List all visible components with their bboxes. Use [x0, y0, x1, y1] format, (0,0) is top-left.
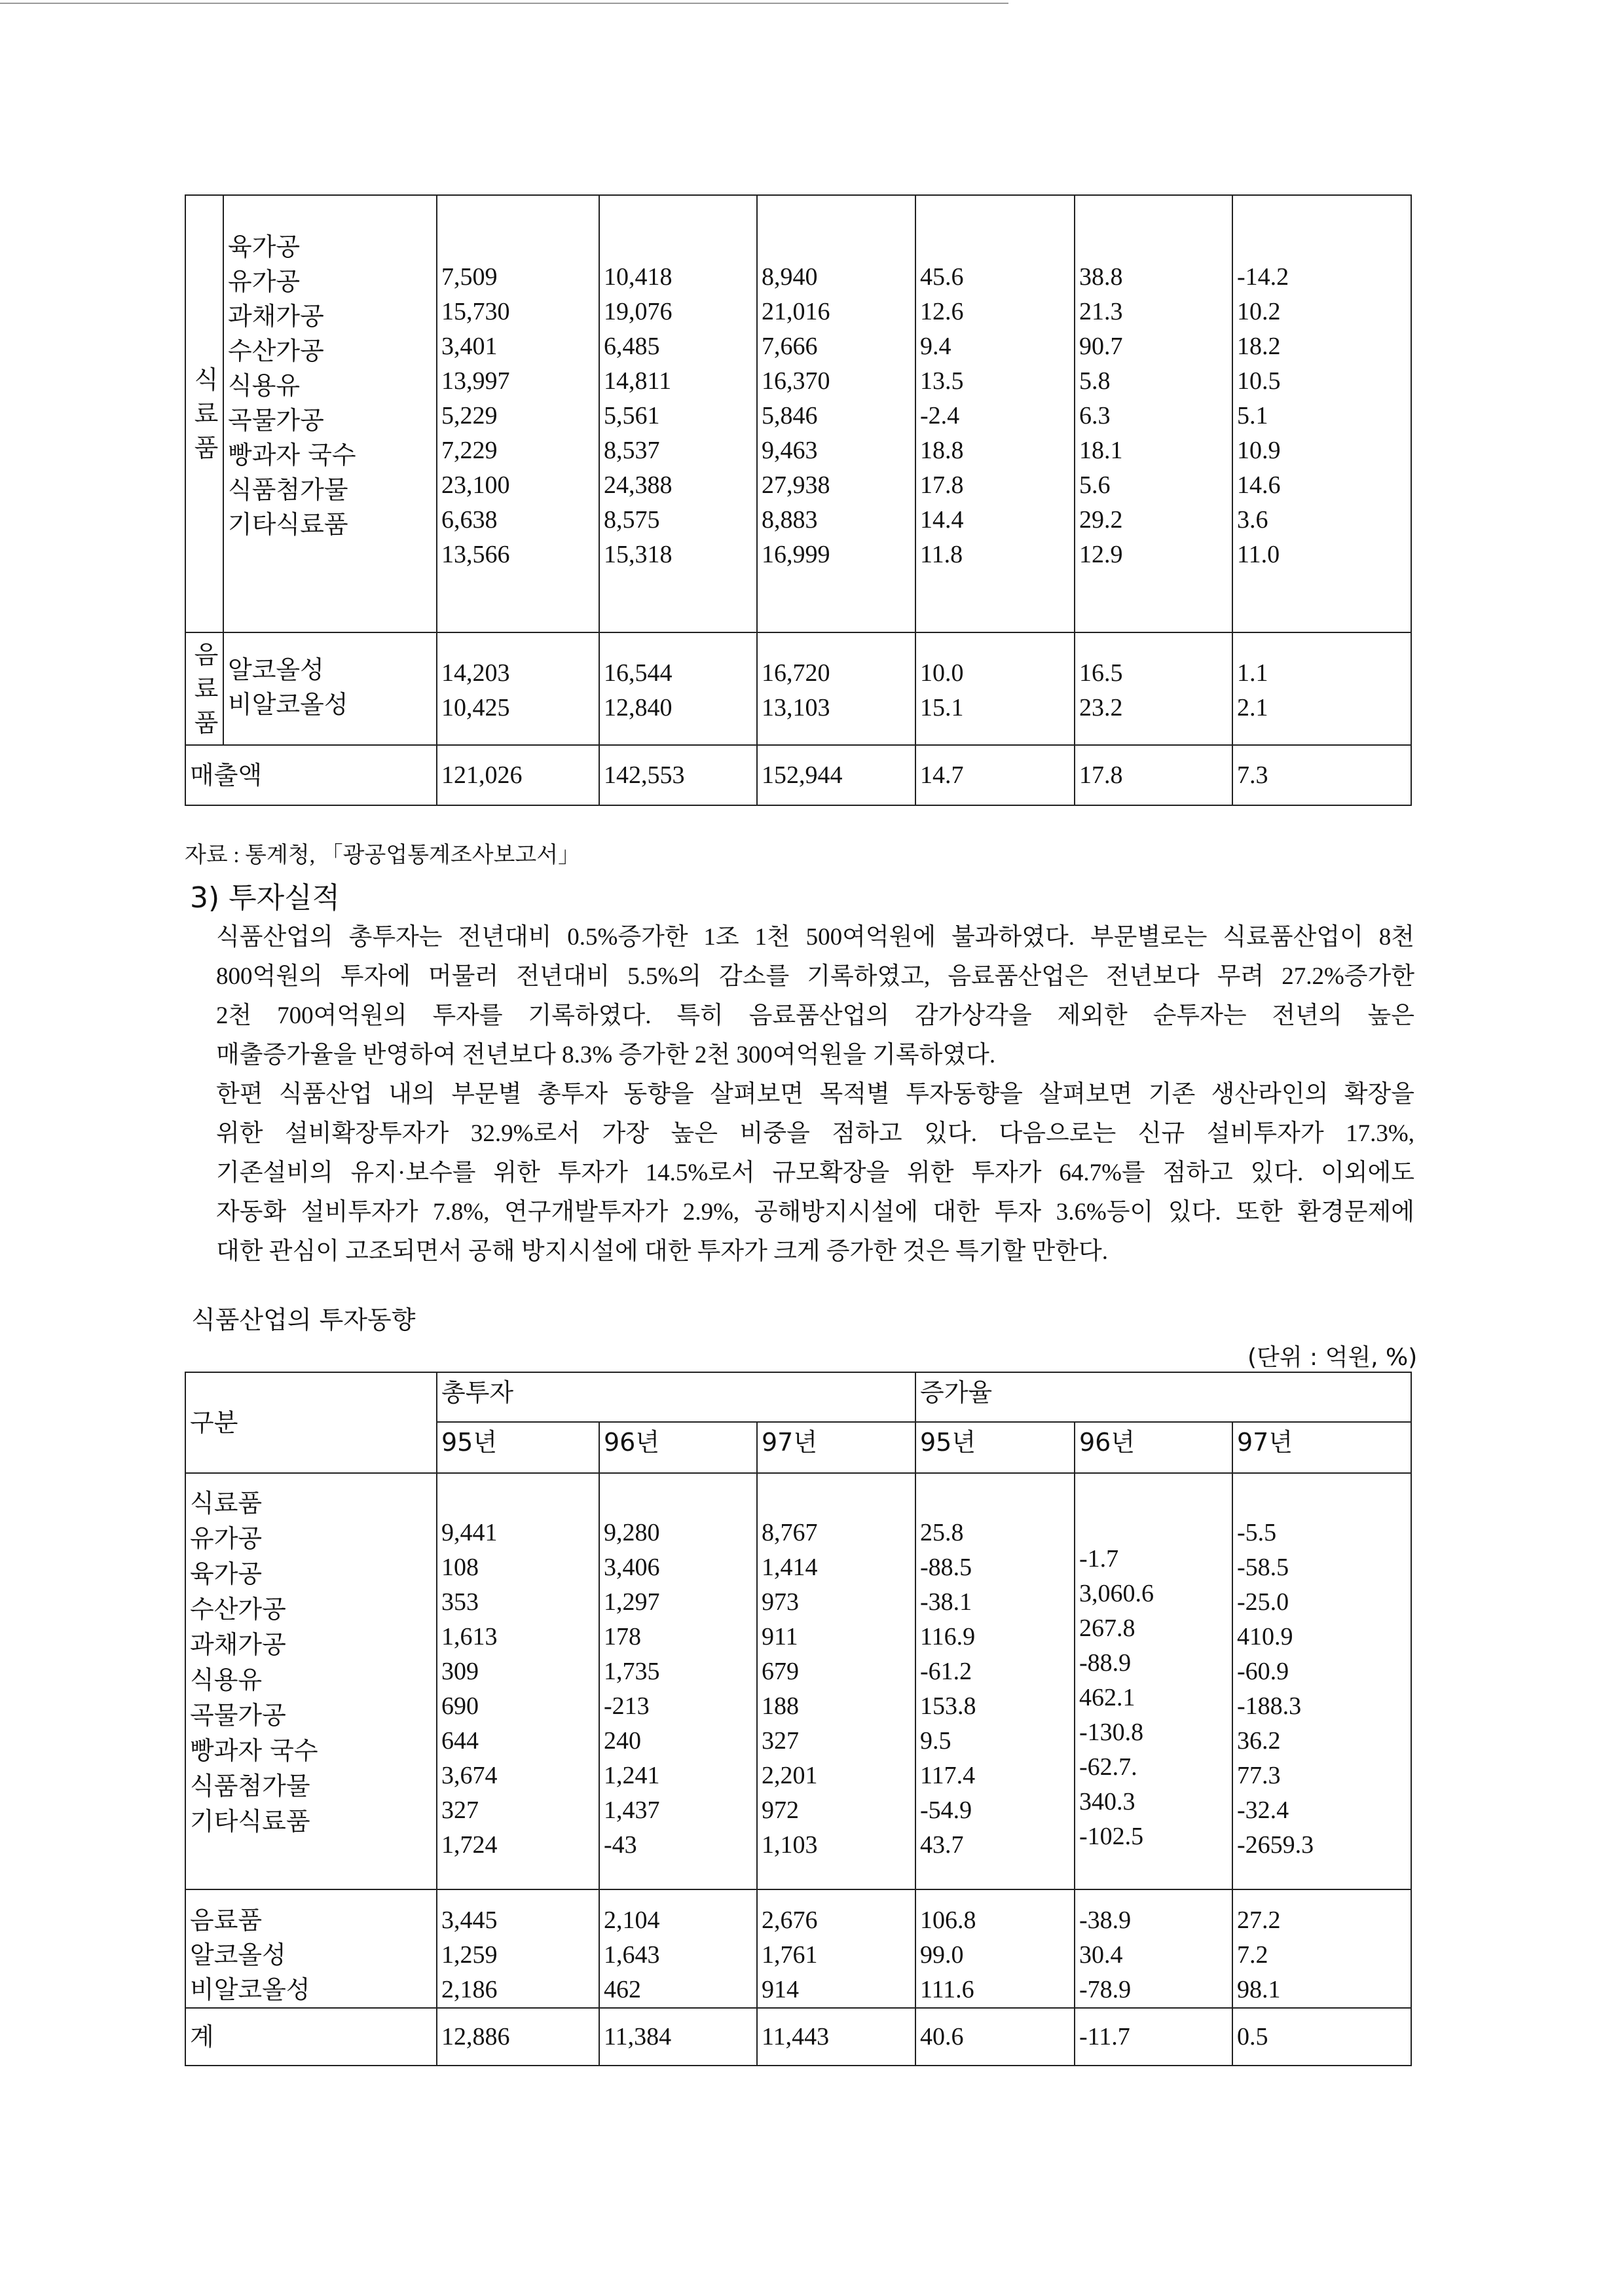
food-investment-labels: 식료품 유가공 육가공 수산가공 과채가공 식용유 곡물가공 빵과자 국수 식품첨가물 기타식료품 [185, 1473, 437, 1889]
group-total-investment: 총투자 [437, 1372, 915, 1422]
total-value-3: 152,944 [757, 745, 915, 805]
total-value-4: 14.7 [915, 745, 1075, 805]
paragraph-2-line: 기존설비의 유지·보수를 위한 투자가 14.5%로서 규모확장을 위한 투자가 64.7%를 점하고 있다. 이외에도 [216, 1159, 1414, 1186]
investment-total-1: 12,886 [437, 2008, 599, 2066]
total-label: 매출액 [185, 745, 437, 805]
source-note: 자료 : 통계청, 「광공업통계조사보고서」 [185, 843, 581, 867]
beverage-investment-row [185, 1889, 1411, 2008]
beverage-group-label: 음 료 품 [185, 632, 223, 745]
inv-col-6: -5.5 -58.5 -25.0 410.9 -60.9 -188.3 36.2 77.3 -32.4 -2659.3 [1232, 1473, 1411, 1889]
total-value-5: 17.8 [1075, 745, 1232, 805]
beverage-investment-labels: 음료품 알코올성 비알코올성 [185, 1889, 437, 2008]
inv-col-3: 8,767 1,414 973 911 679 188 327 2,201 972 1,103 [757, 1473, 915, 1889]
year-header: 97년 [1232, 1422, 1411, 1473]
paragraph-2-line: 대한 관심이 고조되면서 공해 방지시설에 대한 투자가 크게 증가한 것은 특기할 만한다. [216, 1238, 1108, 1265]
inv-col-2: 9,280 3,406 1,297 178 1,735 -213 240 1,241 1,437 -43 [599, 1473, 757, 1889]
investment-total-5: -11.7 [1075, 2008, 1232, 2066]
food-col-6: -14.2 10.2 18.2 10.5 5.1 10.9 14.6 3.6 11.0 [1232, 195, 1411, 632]
beverage-item-labels: 알코올성 비알코올성 [223, 632, 437, 745]
paragraph-1 [216, 918, 1414, 1075]
beverage-row [185, 632, 1411, 745]
inv-col-4: 25.8 -88.5 -38.1 116.9 -61.2 153.8 9.5 117.4 -54.9 43.7 [915, 1473, 1075, 1889]
bev-col-5: 16.5 23.2 [1075, 632, 1232, 745]
food-col-5: 38.8 21.3 90.7 5.8 6.3 18.1 5.6 29.2 12.9 [1075, 195, 1232, 632]
year-header: 97년 [757, 1422, 915, 1473]
total-value-2: 142,553 [599, 745, 757, 805]
inv-col-5: -1.7 3,060.6 267.8 -88.9 462.1 -130.8 -62.7. 340.3 -102.5 [1075, 1473, 1232, 1889]
year-header: 95년 [437, 1422, 599, 1473]
paragraph-2-line: 한편 식품산업 내의 부문별 총투자 동향을 살펴보면 목적별 투자동향을 살펴보면 기존 생산라인의 확장을 [216, 1081, 1414, 1108]
investment-total-4: 40.6 [915, 2008, 1075, 2066]
total-value-1: 121,026 [437, 745, 599, 805]
bev-inv-col-1: 3,445 1,259 2,186 [437, 1889, 599, 2008]
group-growth-rate: 증가율 [915, 1372, 1411, 1422]
year-header: 96년 [1075, 1422, 1232, 1473]
paragraph-2-line: 위한 설비확장투자가 32.9%로서 가장 높은 비중을 점하고 있다. 다음으로는 신규 설비투자가 17.3%, [216, 1120, 1414, 1147]
investment-total-label: 계 [185, 2008, 437, 2066]
col-label-category: 구분 [185, 1372, 437, 1473]
bev-inv-col-5: -38.9 30.4 -78.9 [1075, 1889, 1232, 2008]
bev-col-3: 16,720 13,103 [757, 632, 915, 745]
table2-caption: 식품산업의 투자동향 [191, 1305, 416, 1334]
paragraph-1-line: 2천 700여억원의 투자를 기록하였다. 특히 음료품산업의 감가상각을 제외한 순투자는 전년의 높은 [216, 1002, 1414, 1029]
bev-col-2: 16,544 12,840 [599, 632, 757, 745]
investment-total-3: 11,443 [757, 2008, 915, 2066]
bev-inv-col-3: 2,676 1,761 914 [757, 1889, 915, 2008]
table2-unit: (단위 : 억원, %) [1247, 1344, 1418, 1371]
food-col-3: 8,940 21,016 7,666 16,370 5,846 9,463 27,938 8,883 16,999 [757, 195, 915, 632]
food-row [185, 195, 1411, 632]
inv-col-1: 9,441 108 353 1,613 309 690 644 3,674 327 1,724 [437, 1473, 599, 1889]
total-value-6: 7.3 [1232, 745, 1411, 805]
food-item-labels: 육가공 유가공 과채가공 수산가공 식용유 곡물가공 빵과자 국수 식품첨가물 기타식료품 [223, 195, 437, 632]
food-investment-row [185, 1473, 1411, 1889]
paragraph-2 [216, 1075, 1414, 1271]
header-row-1 [185, 1372, 1411, 1422]
paragraph-1-line: 식품산업의 총투자는 전년대비 0.5%증가한 1조 1천 500여억원에 불과하였다. 부문별로는 식료품산업이 8천 [216, 924, 1414, 951]
investment-total-row [185, 2008, 1411, 2066]
bev-col-1: 14,203 10,425 [437, 632, 599, 745]
investment-table [185, 1372, 1412, 2066]
year-header: 96년 [599, 1422, 757, 1473]
bev-col-6: 1.1 2.1 [1232, 632, 1411, 745]
section-heading: 3) 투자실적 [190, 881, 341, 915]
paragraph-1-line: 800억원의 투자에 머물러 전년대비 5.5%의 감소를 기록하였고, 음료품산업은 전년보다 무려 27.2%증가한 [216, 963, 1414, 990]
investment-total-6: 0.5 [1232, 2008, 1411, 2066]
year-header: 95년 [915, 1422, 1075, 1473]
food-col-2: 10,418 19,076 6,485 14,811 5,561 8,537 24,388 8,575 15,318 [599, 195, 757, 632]
food-col-1: 7,509 15,730 3,401 13,997 5,229 7,229 23,100 6,638 13,566 [437, 195, 599, 632]
total-row [185, 745, 1411, 805]
sales-table [185, 194, 1412, 806]
paragraph-2-line: 자동화 설비투자가 7.8%, 연구개발투자가 2.9%, 공해방지시설에 대한 투자 3.6%등이 있다. 또한 환경문제에 [216, 1199, 1414, 1226]
investment-total-2: 11,384 [599, 2008, 757, 2066]
bev-inv-col-2: 2,104 1,643 462 [599, 1889, 757, 2008]
bev-col-4: 10.0 15.1 [915, 632, 1075, 745]
paragraph-1-line: 매출증가율을 반영하여 전년보다 8.3% 증가한 2천 300여억원을 기록하였다. [216, 1042, 996, 1068]
food-col-4: 45.6 12.6 9.4 13.5 -2.4 18.8 17.8 14.4 11.8 [915, 195, 1075, 632]
bev-inv-col-6: 27.2 7.2 98.1 [1232, 1889, 1411, 2008]
bev-inv-col-4: 106.8 99.0 111.6 [915, 1889, 1075, 2008]
food-group-label: 식 료 품 [185, 195, 223, 632]
top-rule [0, 3, 1008, 4]
